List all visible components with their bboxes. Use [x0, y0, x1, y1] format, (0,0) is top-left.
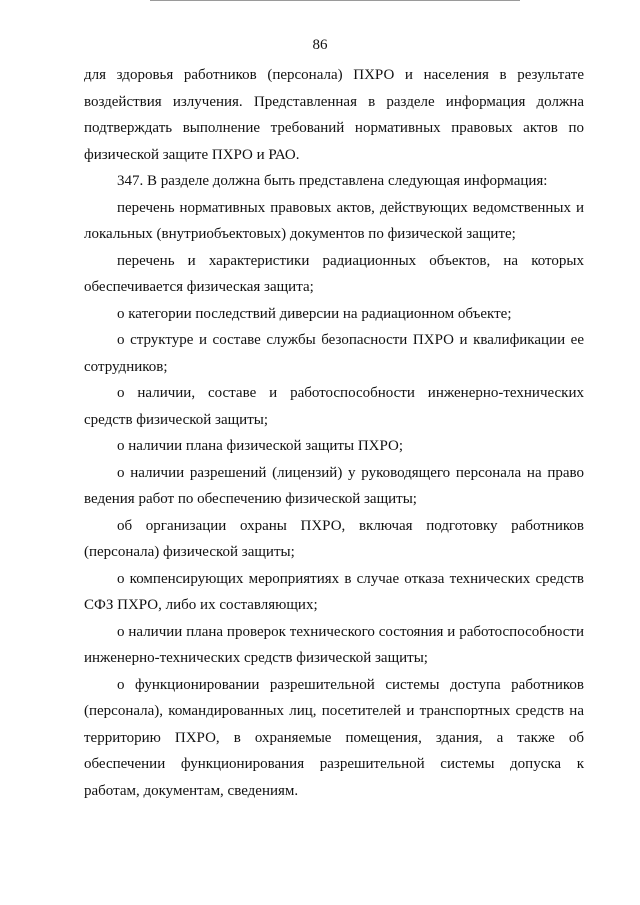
list-item-access-system: о функционировании разрешительной системы доступа работников (персонала), командированных лиц, посетителей и транспортных средств на территорию ПХРО, в охраняемые помещения, здания, а также об обеспечении функционирования разрешительной системы допуска к работам, документам, сведениям. — [84, 676, 584, 799]
list-item-radiation-objects: перечень и характеристики радиационных объектов, на которых обеспечивается физическая защита; — [84, 252, 584, 295]
list-item-sabotage-category: о категории последствий диверсии на радиационном объекте; — [117, 305, 512, 322]
list-item-compensating-measures: о компенсирующих мероприятиях в случае отказа технических средств СФЗ ПХРО, либо их составляющих; — [84, 570, 584, 613]
document-body — [84, 62, 584, 804]
list-item-security-service: о структуре и составе службы безопасности ПХРО и квалификации ее сотрудников; — [84, 332, 584, 375]
list-item-inspection-plan: о наличии плана проверок технического состояния и работоспособности инженерно-технических средств физической защиты; — [84, 623, 584, 666]
page-number: 86 — [312, 37, 328, 53]
list-item-normative-acts: перечень нормативных правовых актов, действующих ведомственных и локальных (внутриобъектовых) документов по физической защите; — [84, 199, 584, 242]
list-item-protection-plan: о наличии плана физической защиты ПХРО; — [117, 438, 404, 454]
paragraph-continuation: для здоровья работников (персонала) ПХРО и населения в результате воздействия излучения. Представленная в разделе информация должна подтверждать выполнение требований нормативных правовых актов по физической защите ПХРО и РАО. — [84, 67, 584, 163]
list-item-guard-organization: об организации охраны ПХРО, включая подготовку работников (персонала) физической защиты; — [84, 517, 584, 560]
paragraph-item-347: 347. В разделе должна быть представлена следующая информация: — [117, 173, 548, 189]
list-item-technical-means: о наличии, составе и работоспособности инженерно-технических средств физической защиты; — [84, 385, 584, 428]
scan-top-edge-line — [150, 0, 520, 1]
list-item-licenses: о наличии разрешений (лицензий) у руководящего персонала на право ведения работ по обеспечению физической защиты; — [84, 464, 584, 507]
